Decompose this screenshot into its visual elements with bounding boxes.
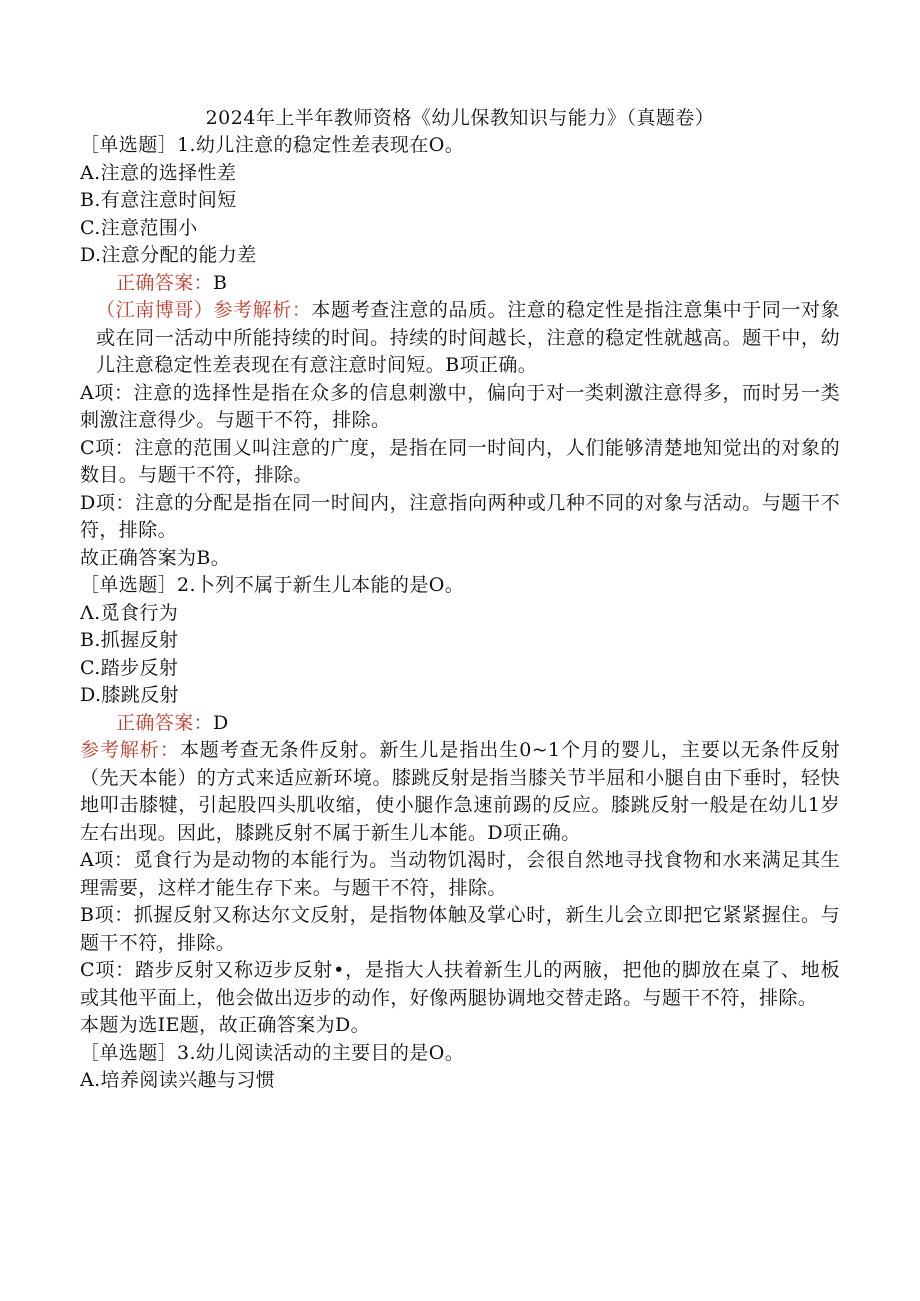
question-1-analysis-a: A项：注意的选择性是指在众多的信息刺激中，偏向于对一类刺激注意得多，而时另一类刺激注意得少。与题干不符，排除。 xyxy=(80,381,840,431)
document-title: 2024年上半年教师资格《幼儿保教知识与能力》（真题卷） xyxy=(205,107,715,129)
question-2-option-d: D.膝跳反射 xyxy=(80,684,179,706)
question-2-conclusion: 本题为选IE题，故正确答案为D。 xyxy=(80,1014,371,1036)
question-1-analysis-c: C项：注意的范围乂叫注意的广度，是指在同一时间内，人们能够清楚地知觉出的对象的数目。与题干不符，排除。 xyxy=(80,436,840,486)
question-2-option-b: B.抓握反射 xyxy=(80,629,179,651)
question-2-option-c: C.踏步反射 xyxy=(80,656,179,679)
answer-label: 正确答案： xyxy=(116,271,214,294)
question-2-option-a: Λ.觅食行为 xyxy=(80,601,179,624)
question-1-option-c: C.注意范围小 xyxy=(80,216,198,239)
analysis-label: （江南博哥）参考解析： xyxy=(96,299,312,321)
analysis-label: 参考解析： xyxy=(80,739,180,761)
question-2-analysis-c: C项：踏步反射又称迈步反射•，是指大人扶着新生儿的两腋，把他的脚放在桌了、地板或其他平面上，他会做出迈步的动作，好像两腿协调地交替走路。与题干不符，排除。 xyxy=(80,959,840,1009)
question-1-answer xyxy=(80,270,840,298)
analysis-text: 本题考查无条件反射。新生儿是指出生0~1个月的婴儿，主要以无条件反射（先天本能）的方式来适应新环境。膝跳反射是指当膝关节半屈和小腿自由下垂时，轻快地叩击膝犍，引起股四头肌收缩，使小腿作急速前踢的反应。膝跳反射一般是在幼儿1岁左右出现。因此，膝跳反射不属于新生儿本能。D项正确。 xyxy=(80,739,840,844)
question-2-analysis xyxy=(80,737,840,847)
question-2-analysis-b: B项：抓握反射又称达尔文反射，是指物体触及掌心时，新生儿会立即把它紧紧握住。与题干不符，排除。 xyxy=(80,904,840,954)
analysis-text: 本题考查注意的品质。注意的稳定性是指注意集中于同一对象或在同一活动中所能持续的时间。持续的时间越长，注意的稳定性就越高。题干中，幼儿注意稳定性差表现在有意注意时间短。B项正确。 xyxy=(96,299,840,376)
question-1-stem: ［单选题］1.幼儿注意的稳定性差表现在O。 xyxy=(80,134,465,156)
question-3-stem: ［单选题］3.幼儿阅读活动的主要目的是O。 xyxy=(80,1041,465,1064)
question-1-analysis xyxy=(80,297,840,380)
question-2-answer xyxy=(80,710,840,738)
question-1-conclusion: 故正确答案为B。 xyxy=(80,546,231,569)
question-2-stem: ［单选题］2.卜列不属于新生儿本能的是O。 xyxy=(80,574,465,596)
question-1-analysis-d: D项：注意的分配是指在同一时间内，注意指向两种或几种不同的对象与活动。与题干不符，排除。 xyxy=(80,491,840,541)
question-2-analysis-a: A项：觅食行为是动物的本能行为。当动物饥渴时，会很自然地寻找食物和水来满足其生理需要，这样才能生存下来。与题干不符，排除。 xyxy=(80,849,840,899)
question-3-option-a: A.培养阅读兴趣与习惯 xyxy=(80,1069,276,1091)
answer-label: 正确答案： xyxy=(116,711,214,734)
answer-value: B xyxy=(213,271,228,294)
answer-value: D xyxy=(213,711,229,734)
document-body xyxy=(80,132,840,1095)
question-1-option-d: D.注意分配的能力差 xyxy=(80,244,257,266)
question-1-option-a: A.注意的选择性差 xyxy=(80,161,237,184)
question-1-option-b: B.有意注意时间短 xyxy=(80,189,237,211)
